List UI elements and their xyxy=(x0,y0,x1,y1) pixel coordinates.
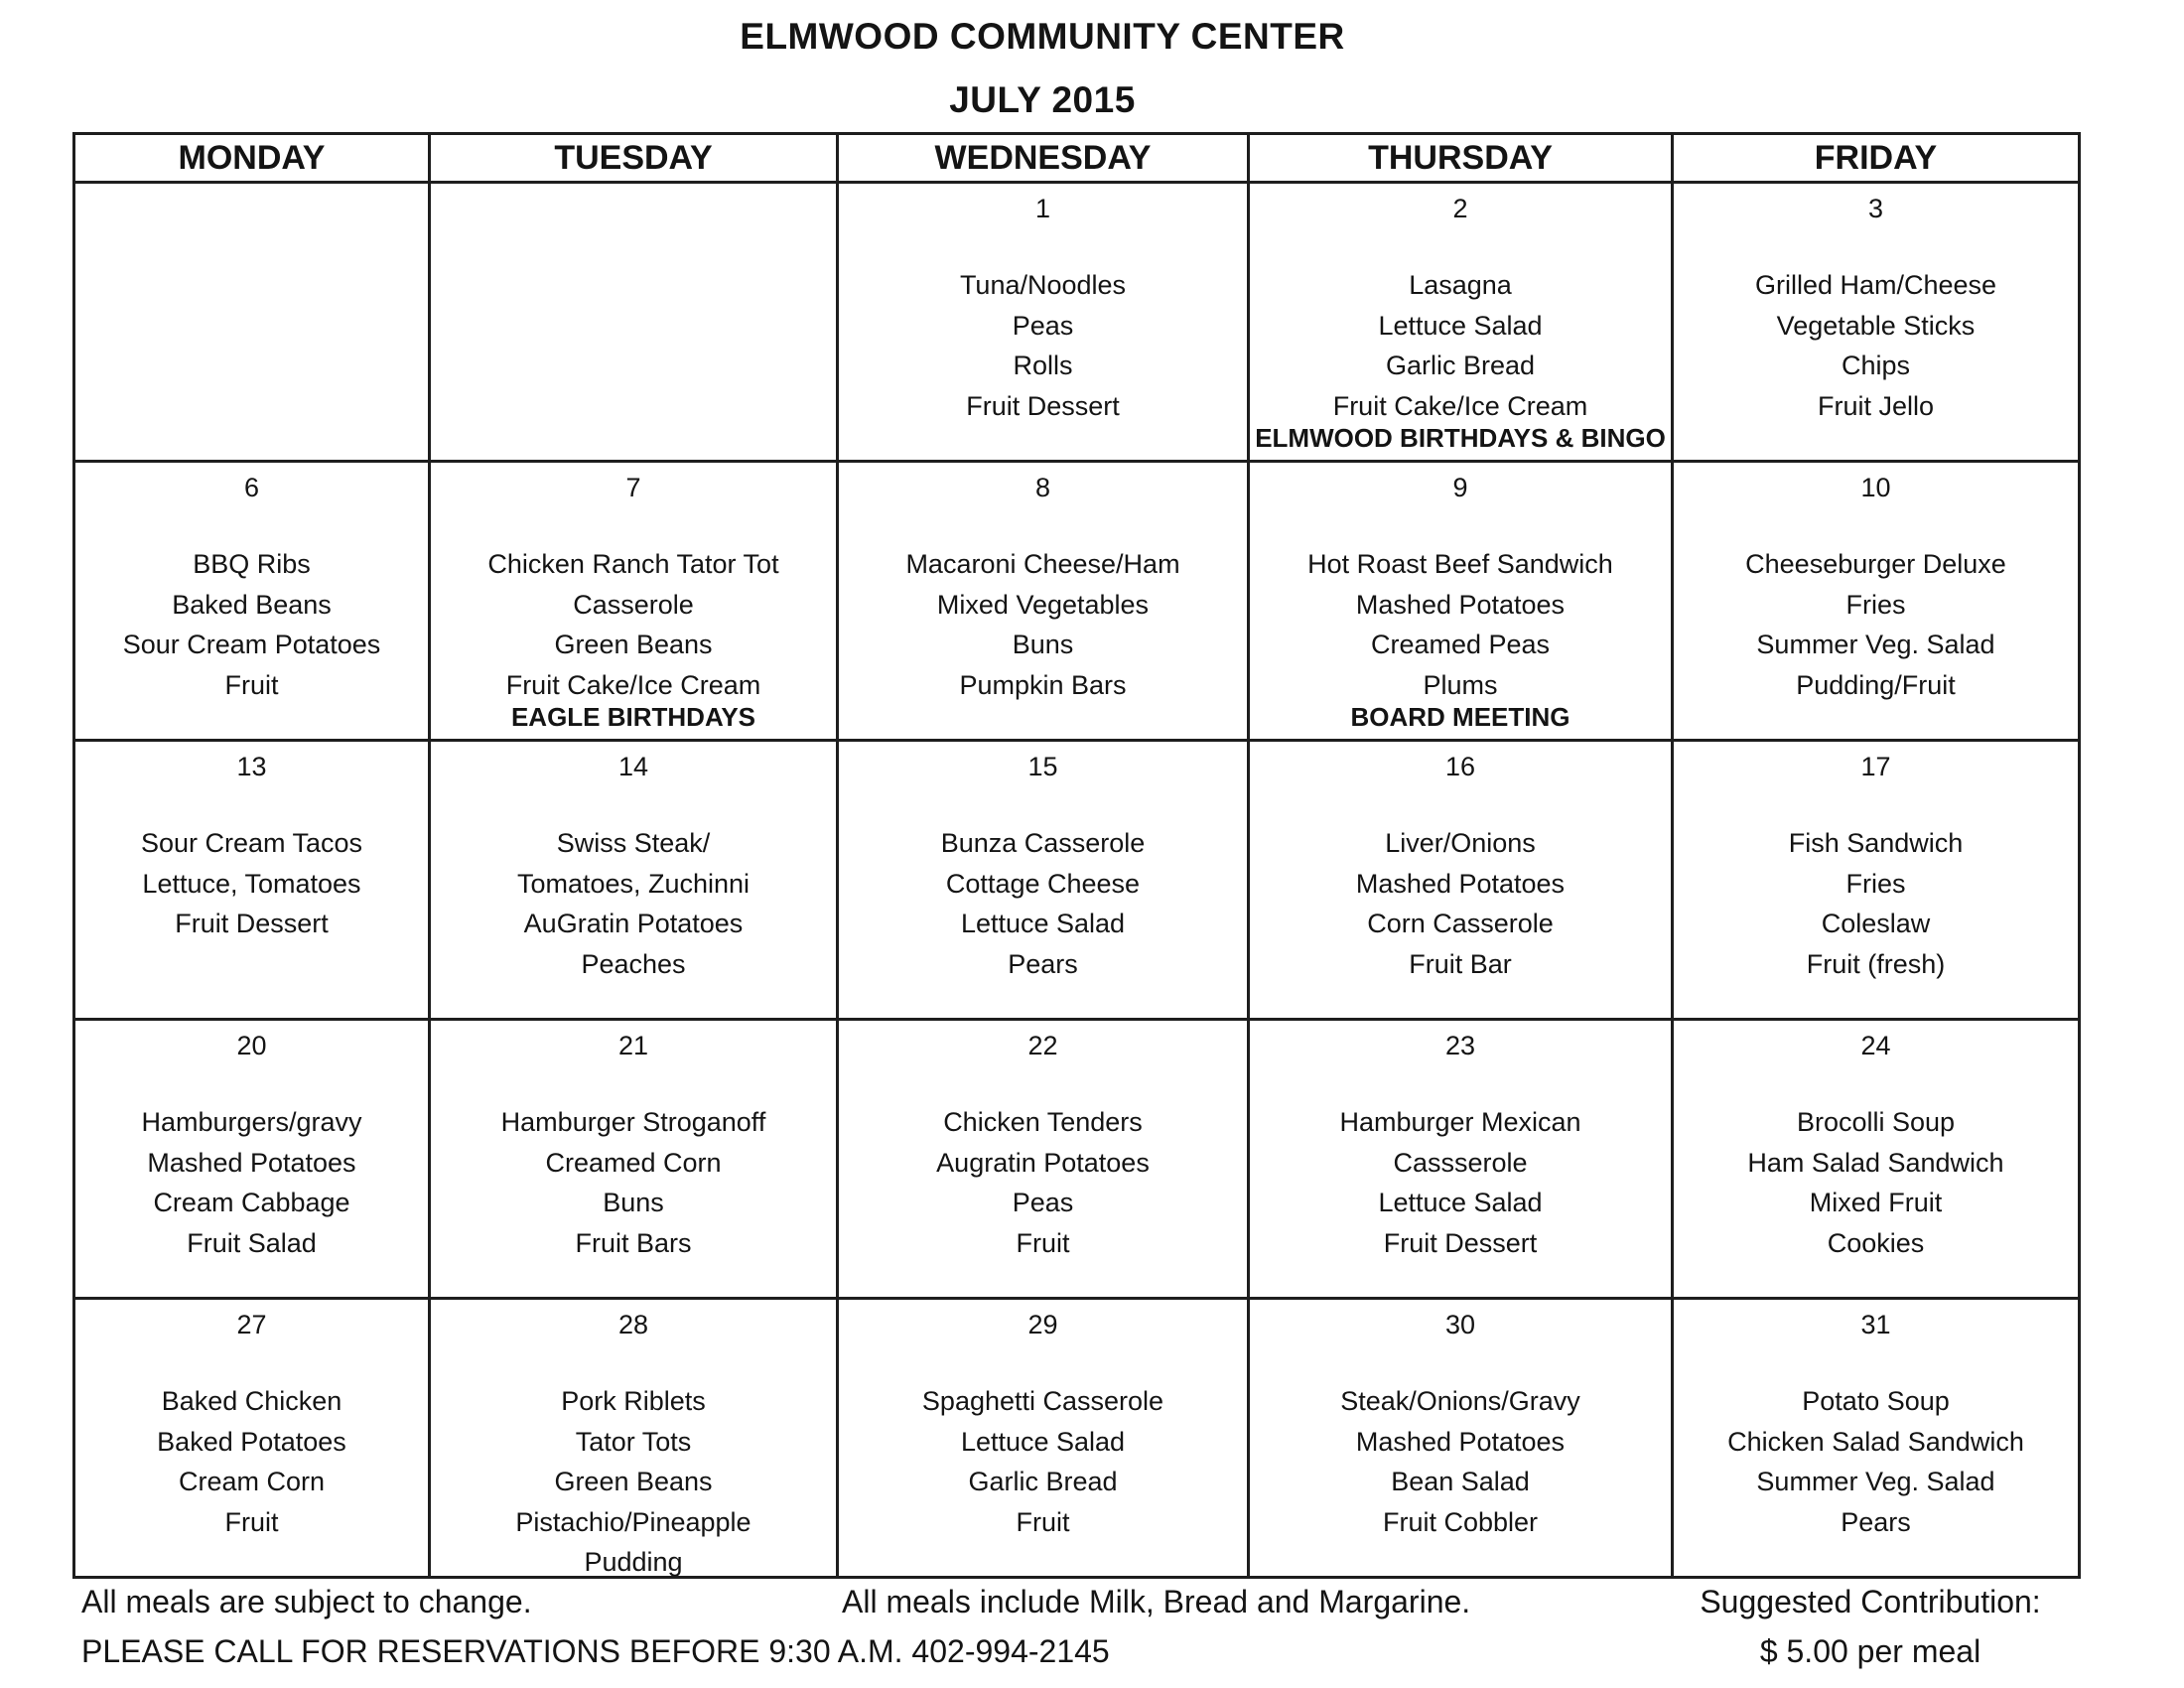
meal-item: Green Beans xyxy=(554,1467,713,1496)
change-notice: All meals are subject to change. xyxy=(81,1584,532,1619)
meal-item: Fruit xyxy=(224,669,279,700)
day-cell-content xyxy=(431,1021,836,1295)
meal-list xyxy=(1674,1102,2078,1263)
day-number: 9 xyxy=(1452,473,1468,502)
day-number: 14 xyxy=(617,752,649,781)
day-cell-content xyxy=(75,1021,428,1295)
meal-item: Rolls xyxy=(1013,351,1073,380)
weekday-header-row xyxy=(74,134,2080,183)
meal-list xyxy=(1250,823,1671,984)
meal-item: Sour Cream Potatoes xyxy=(122,630,381,659)
day-cell-content xyxy=(1250,463,1671,737)
meal-item: Summer Veg. Salad xyxy=(1756,630,1995,659)
meal-item: Pudding/Fruit xyxy=(1796,669,1956,700)
meal-list xyxy=(75,1102,428,1263)
meal-item: Augratin Potatoes xyxy=(936,1147,1150,1178)
day-cell-content xyxy=(75,742,428,1016)
day-cell xyxy=(838,183,1249,462)
meal-list xyxy=(1674,823,2078,984)
day-cell-content xyxy=(1250,742,1671,1016)
meal-item: Summer Veg. Salad xyxy=(1756,1467,1995,1496)
meal-item: Pears xyxy=(1008,948,1078,979)
day-cell-content xyxy=(1674,1021,2078,1295)
meal-item: Tuna/Noodles xyxy=(959,270,1127,300)
day-number: 8 xyxy=(1034,473,1051,502)
meal-item: Mixed Fruit xyxy=(1809,1188,1943,1217)
meal-item: Mashed Potatoes xyxy=(1355,868,1566,899)
meal-list xyxy=(75,823,428,944)
meal-item: Buns xyxy=(603,1188,664,1217)
day-cell-content xyxy=(839,742,1247,1016)
week-row xyxy=(74,741,2080,1020)
day-cell xyxy=(74,462,430,741)
meal-item: Grilled Ham/Cheese xyxy=(1754,270,1997,300)
day-cell xyxy=(1673,462,2080,741)
meal-item: Macaroni Cheese/Ham xyxy=(905,549,1180,579)
meal-item: Green Beans xyxy=(554,630,713,659)
meal-list xyxy=(839,544,1247,705)
meal-list xyxy=(431,1381,836,1583)
day-cell xyxy=(1673,741,2080,1020)
event-note: EAGLE BIRTHDAYS xyxy=(510,702,756,732)
day-cell-content xyxy=(1674,742,2078,1016)
meal-item: Fruit xyxy=(1016,1227,1070,1258)
empty-day-cell xyxy=(430,183,838,462)
day-number: 10 xyxy=(1860,473,1891,502)
reservation-notice: PLEASE CALL FOR RESERVATIONS BEFORE 9:30 A.M. 402-994-2145 xyxy=(81,1633,1110,1669)
meal-item: Cottage Cheese xyxy=(945,868,1141,899)
meal-item: Baked Beans xyxy=(172,589,332,620)
meal-list xyxy=(1674,1381,2078,1542)
week-row xyxy=(74,1020,2080,1299)
day-cell xyxy=(838,741,1249,1020)
meal-list xyxy=(75,1381,428,1542)
meal-item: Fruit Cake/Ice Cream xyxy=(1332,390,1588,421)
meal-item: Lettuce Salad xyxy=(1378,310,1543,341)
contribution-value: $ 5.00 per meal xyxy=(1759,1633,1981,1669)
day-cell-content xyxy=(1250,1300,1671,1574)
meal-item: Vegetable Sticks xyxy=(1776,310,1976,341)
day-number: 23 xyxy=(1444,1031,1476,1060)
meal-item: Baked Chicken xyxy=(161,1386,342,1416)
week-row xyxy=(74,1299,2080,1578)
day-number: 6 xyxy=(243,473,260,502)
day-cell xyxy=(1673,1020,2080,1299)
meal-list xyxy=(839,265,1247,426)
meal-item: Fish Sandwich xyxy=(1788,828,1964,858)
meal-item: Ham Salad Sandwich xyxy=(1747,1147,2004,1178)
day-number: 29 xyxy=(1027,1310,1058,1339)
day-number: 13 xyxy=(236,752,267,781)
meal-item: Liver/Onions xyxy=(1385,828,1536,858)
day-cell-content xyxy=(1250,184,1671,458)
day-cell xyxy=(430,1020,838,1299)
meal-item: Hamburger Stroganoff xyxy=(500,1107,766,1137)
meal-item: Mashed Potatoes xyxy=(1355,589,1566,620)
day-cell-content xyxy=(75,1300,428,1574)
weekday-header-tuesday: TUESDAY xyxy=(430,134,838,183)
meal-item: Baked Potatoes xyxy=(157,1426,346,1457)
meal-list xyxy=(431,1102,836,1263)
day-cell xyxy=(74,741,430,1020)
meal-item: Lettuce Salad xyxy=(1378,1188,1543,1217)
meal-item: Sour Cream Tacos xyxy=(140,828,363,858)
weekday-header-wednesday: WEDNESDAY xyxy=(838,134,1249,183)
day-number: 22 xyxy=(1027,1031,1058,1060)
meal-item: Hamburgers/gravy xyxy=(141,1107,362,1137)
meal-item: Chicken Salad Sandwich xyxy=(1727,1426,2024,1457)
day-cell xyxy=(1249,741,1673,1020)
meal-item: Fruit Jello xyxy=(1817,390,1935,421)
day-cell-content xyxy=(1674,463,2078,737)
meal-item: Lasagna xyxy=(1409,270,1512,300)
empty-day-cell xyxy=(74,183,430,462)
meal-item: Cream Corn xyxy=(178,1467,326,1496)
meal-list xyxy=(1674,544,2078,705)
meal-item: Casserole xyxy=(573,589,694,620)
day-cell xyxy=(1673,1299,2080,1578)
week-row xyxy=(74,183,2080,462)
meal-item: Creamed Peas xyxy=(1370,630,1551,659)
day-number: 28 xyxy=(617,1310,649,1339)
meal-list xyxy=(1250,1102,1671,1263)
menu-calendar xyxy=(72,132,2081,1579)
meal-item: Fruit Dessert xyxy=(966,390,1120,421)
meal-item: Corn Casserole xyxy=(1367,909,1554,938)
day-cell xyxy=(838,1299,1249,1578)
day-cell xyxy=(74,1020,430,1299)
day-cell-content xyxy=(75,463,428,737)
day-cell-content xyxy=(431,463,836,737)
meal-item: Pumpkin Bars xyxy=(959,669,1127,700)
weekday-header-thursday: THURSDAY xyxy=(1249,134,1673,183)
day-cell xyxy=(1249,1299,1673,1578)
meal-item: Cookies xyxy=(1827,1227,1925,1258)
meal-item: Lettuce Salad xyxy=(960,909,1126,938)
meal-item: Lettuce Salad xyxy=(960,1426,1126,1457)
calendar-body xyxy=(74,183,2080,1578)
day-number: 15 xyxy=(1027,752,1058,781)
day-number: 1 xyxy=(1034,194,1051,223)
day-cell-content xyxy=(431,1300,836,1577)
meal-item: Mashed Potatoes xyxy=(1355,1426,1566,1457)
meal-item: Fruit Cake/Ice Cream xyxy=(505,669,761,700)
meal-item: Chicken Tenders xyxy=(943,1107,1143,1137)
meal-list xyxy=(1250,544,1671,705)
meal-item: Peas xyxy=(1012,310,1074,341)
meal-item: Fruit Bar xyxy=(1409,948,1512,979)
day-cell xyxy=(1249,1020,1673,1299)
meal-item: Pears xyxy=(1841,1506,1911,1537)
day-cell xyxy=(1249,462,1673,741)
day-number: 30 xyxy=(1444,1310,1476,1339)
day-number: 31 xyxy=(1860,1310,1891,1339)
meal-item: Pudding xyxy=(584,1547,683,1577)
meal-item: Lettuce, Tomatoes xyxy=(142,868,361,899)
day-cell xyxy=(430,462,838,741)
event-note: BOARD MEETING xyxy=(1350,702,1570,732)
meal-item: Cassserole xyxy=(1393,1147,1528,1178)
meal-list xyxy=(431,544,836,705)
day-cell-content xyxy=(1250,1021,1671,1295)
day-number: 16 xyxy=(1444,752,1476,781)
meal-item: Swiss Steak/ xyxy=(556,828,711,858)
page-title: ELMWOOD COMMUNITY CENTER xyxy=(740,16,1345,57)
meal-item: Chicken Ranch Tator Tot xyxy=(487,549,779,579)
week-row xyxy=(74,462,2080,741)
meal-list xyxy=(431,823,836,984)
day-number: 27 xyxy=(236,1310,267,1339)
day-number: 20 xyxy=(236,1031,267,1060)
day-cell xyxy=(430,1299,838,1578)
day-cell-content xyxy=(1674,1300,2078,1574)
meal-item: Potato Soup xyxy=(1802,1386,1950,1416)
meal-item: Cream Cabbage xyxy=(153,1188,350,1217)
meal-item: Fruit xyxy=(1016,1506,1070,1537)
meal-item: Pork Riblets xyxy=(561,1386,706,1416)
meal-item: AuGratin Potatoes xyxy=(523,909,744,938)
meal-item: Mashed Potatoes xyxy=(147,1147,356,1178)
meal-item: Fruit xyxy=(224,1506,279,1537)
meal-item: Plums xyxy=(1423,669,1498,700)
meal-item: Hamburger Mexican xyxy=(1339,1107,1581,1137)
day-cell xyxy=(430,741,838,1020)
meal-item: Bean Salad xyxy=(1391,1467,1530,1496)
meal-item: Garlic Bread xyxy=(1385,351,1536,380)
meal-list xyxy=(1250,265,1671,426)
meal-item: Peas xyxy=(1012,1188,1074,1217)
event-note: ELMWOOD BIRTHDAYS & BINGO xyxy=(1255,423,1666,453)
day-cell xyxy=(74,1299,430,1578)
meal-item: Fruit Dessert xyxy=(1383,1227,1538,1258)
contribution-label: Suggested Contribution: xyxy=(1700,1584,2041,1619)
meal-item: Creamed Corn xyxy=(545,1147,722,1178)
weekday-header-friday: FRIDAY xyxy=(1673,134,2080,183)
meal-list xyxy=(839,823,1247,984)
meal-item: Fruit Dessert xyxy=(175,909,329,938)
meal-item: Pistachio/Pineapple xyxy=(515,1506,751,1537)
meal-list xyxy=(75,544,428,705)
meal-list xyxy=(839,1102,1247,1263)
meal-item: Spaghetti Casserole xyxy=(921,1386,1164,1416)
meal-item: Tator Tots xyxy=(575,1426,692,1457)
day-cell xyxy=(838,1020,1249,1299)
meal-item: Bunza Casserole xyxy=(940,828,1146,858)
meal-item: Fruit Bars xyxy=(575,1227,692,1258)
day-cell-content xyxy=(839,184,1247,458)
meal-item: BBQ Ribs xyxy=(193,549,311,579)
meal-item: Fruit Salad xyxy=(187,1227,317,1258)
day-cell-content xyxy=(431,742,836,1016)
meal-item: Peaches xyxy=(581,948,686,979)
meal-item: Cheeseburger Deluxe xyxy=(1745,549,2006,579)
meal-item: Steak/Onions/Gravy xyxy=(1340,1386,1580,1416)
meal-item: Fruit (fresh) xyxy=(1806,948,1946,979)
day-number: 21 xyxy=(617,1031,649,1060)
day-number: 7 xyxy=(625,473,641,502)
meal-list xyxy=(839,1381,1247,1542)
meal-item: Mixed Vegetables xyxy=(936,589,1150,620)
day-cell-content xyxy=(431,184,836,458)
meal-item: Brocolli Soup xyxy=(1796,1107,1956,1137)
meal-item: Buns xyxy=(1012,630,1074,659)
meal-item: Fries xyxy=(1845,589,1906,620)
meal-item: Coleslaw xyxy=(1821,909,1931,938)
meal-includes-note: All meals include Milk, Bread and Margarine. xyxy=(842,1584,1471,1619)
day-number: 2 xyxy=(1452,194,1468,223)
day-number: 24 xyxy=(1860,1031,1891,1060)
day-number: 3 xyxy=(1867,194,1884,223)
meal-list xyxy=(1250,1381,1671,1542)
day-cell-content xyxy=(75,184,428,458)
weekday-header-monday: MONDAY xyxy=(74,134,430,183)
day-cell-content xyxy=(1674,184,2078,458)
day-cell-content xyxy=(839,463,1247,737)
meal-item: Hot Roast Beef Sandwich xyxy=(1307,549,1613,579)
day-number: 17 xyxy=(1860,752,1891,781)
meal-list xyxy=(1674,265,2078,426)
day-cell xyxy=(1249,183,1673,462)
day-cell xyxy=(1673,183,2080,462)
meal-item: Garlic Bread xyxy=(968,1467,1118,1496)
day-cell-content xyxy=(839,1021,1247,1295)
meal-item: Fruit Cobbler xyxy=(1382,1506,1539,1537)
page-subtitle: JULY 2015 xyxy=(949,79,1136,120)
meal-item: Tomatoes, Zuchinni xyxy=(516,868,751,899)
meal-item: Fries xyxy=(1845,868,1906,899)
day-cell xyxy=(838,462,1249,741)
day-cell-content xyxy=(839,1300,1247,1574)
meal-item: Chips xyxy=(1841,351,1911,380)
